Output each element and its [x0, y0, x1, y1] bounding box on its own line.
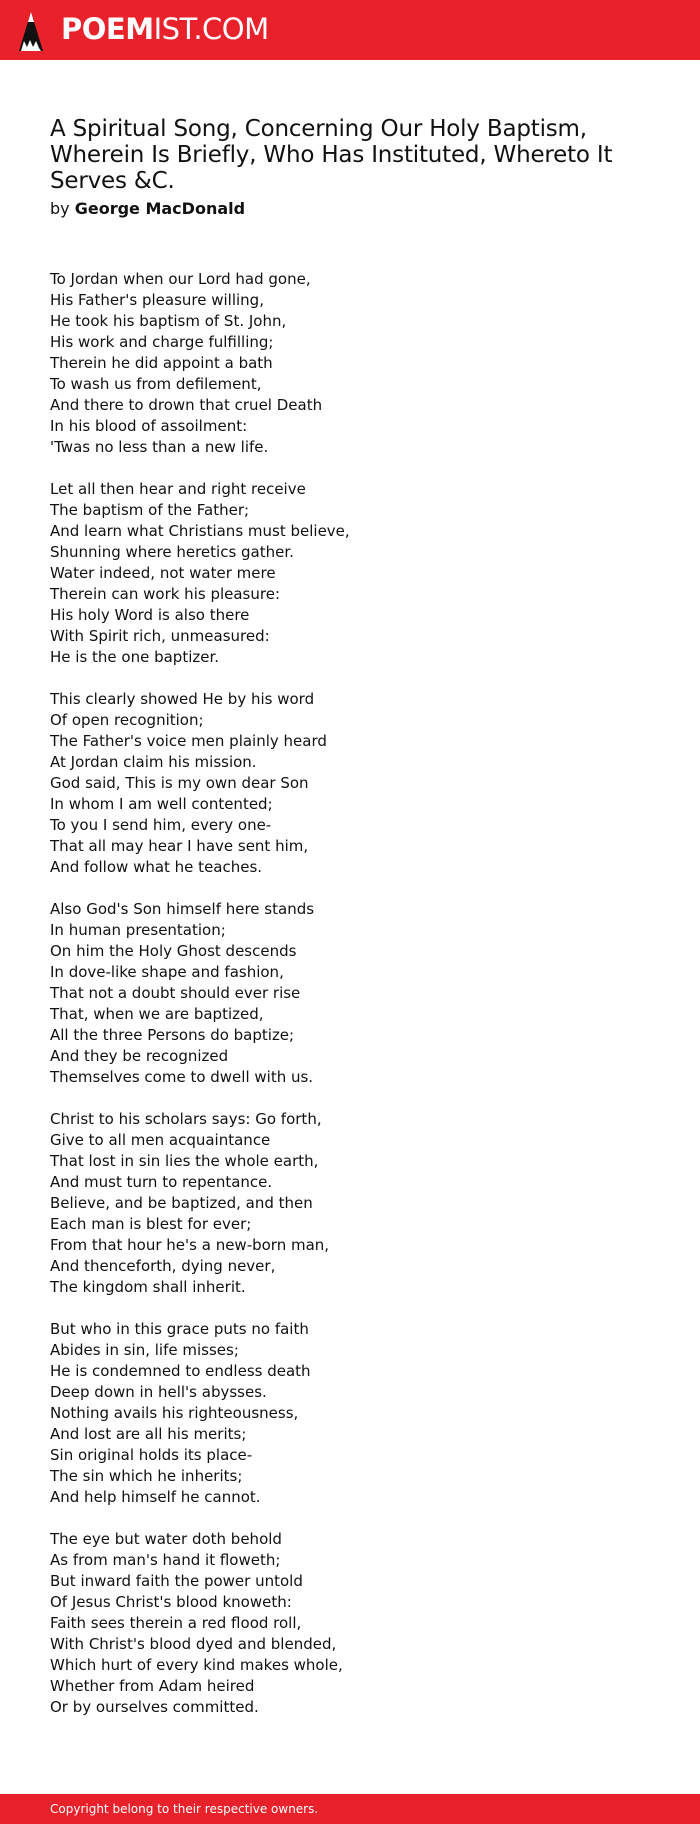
poem-line: With Spirit rich, unmeasured:: [50, 627, 270, 645]
site-logo-text[interactable]: [61, 12, 269, 46]
poem-line: The Father's voice men plainly heard: [50, 732, 327, 750]
site-footer: [0, 1794, 700, 1824]
poem-line: 'Twas no less than a new life.: [50, 438, 269, 456]
poem-line: God said, This is my own dear Son: [50, 774, 309, 792]
poem-line: Water indeed, not water mere: [50, 564, 276, 582]
poem-line: In whom I am well contented;: [50, 795, 273, 813]
poem-line: That all may hear I have sent him,: [50, 837, 309, 855]
poem-line: He is the one baptizer.: [50, 648, 220, 666]
poem-line: That lost in sin lies the whole earth,: [50, 1152, 319, 1170]
poem-line: Themselves come to dwell with us.: [50, 1068, 314, 1086]
poem-line: To wash us from defilement,: [50, 375, 262, 393]
poem-line: That, when we are baptized,: [50, 1005, 264, 1023]
poem-line: Nothing avails his righteousness,: [50, 1404, 299, 1422]
poem-line: And lost are all his merits;: [50, 1425, 247, 1443]
stanza: [50, 1109, 650, 1298]
poem-line: At Jordan claim his mission.: [50, 753, 257, 771]
stanza: [50, 1529, 650, 1718]
poem-line: His holy Word is also there: [50, 606, 250, 624]
poem-line: Or by ourselves committed.: [50, 1698, 259, 1716]
poem-line: And thenceforth, dying never,: [50, 1257, 276, 1275]
stanza: [50, 689, 650, 878]
poem-line: He is condemned to endless death: [50, 1362, 311, 1380]
poem-line: From that hour he's a new-born man,: [50, 1236, 330, 1254]
poem-line: Whether from Adam heired: [50, 1677, 255, 1695]
poem-line: Shunning where heretics gather.: [50, 543, 294, 561]
poem-line: Let all then hear and right receive: [50, 480, 306, 498]
poem-line: In his blood of assoilment:: [50, 417, 248, 435]
by-label: by: [50, 199, 70, 218]
poem-line: And they be recognized: [50, 1047, 229, 1065]
poem-line: The eye but water doth behold: [50, 1530, 282, 1548]
poem-line: With Christ's blood dyed and blended,: [50, 1635, 337, 1653]
poem-line: As from man's hand it floweth;: [50, 1551, 281, 1569]
poem-line: And must turn to repentance.: [50, 1173, 273, 1191]
poem-line: This clearly showed He by his word: [50, 690, 315, 708]
poem-line: And help himself he cannot.: [50, 1488, 261, 1506]
poem-line: Also God's Son himself here stands: [50, 900, 315, 918]
poem-line: And follow what he teaches.: [50, 858, 263, 876]
pencil-tip-icon[interactable]: [18, 11, 44, 53]
poem-line: In human presentation;: [50, 921, 226, 939]
poem-line: The sin which he inherits;: [50, 1467, 243, 1485]
poem-line: And learn what Christians must believe,: [50, 522, 350, 540]
poem-line: Abides in sin, life misses;: [50, 1341, 239, 1359]
stanza: [50, 479, 650, 668]
poem-line: Believe, and be baptized, and then: [50, 1194, 313, 1212]
poem-line: In dove-like shape and fashion,: [50, 963, 284, 981]
stanza: [50, 1319, 650, 1508]
poem-line: Each man is blest for ever;: [50, 1215, 252, 1233]
poem-line: Of open recognition;: [50, 711, 204, 729]
poem-header: [50, 116, 650, 220]
poem-line: On him the Holy Ghost descends: [50, 942, 297, 960]
poem-line: All the three Persons do baptize;: [50, 1026, 295, 1044]
stanza: [50, 269, 650, 458]
poem-line: To you I send him, every one-: [50, 816, 272, 834]
poem-line: Of Jesus Christ's blood knoweth:: [50, 1593, 292, 1611]
poem-line: Christ to his scholars says: Go forth,: [50, 1110, 322, 1128]
brand-bold: POEM: [61, 11, 154, 46]
poem-line: The baptism of the Father;: [50, 501, 250, 519]
stanza: [50, 899, 650, 1088]
poem-title: A Spiritual Song, Concerning Our Holy Baptism, Wherein Is Briefly, Who Has Instituted, Whereto It Serves &C.: [50, 116, 613, 194]
poem-line: But who in this grace puts no faith: [50, 1320, 309, 1338]
poem-line: Faith sees therein a red flood roll,: [50, 1614, 302, 1632]
poem-line: He took his baptism of St. John,: [50, 312, 287, 330]
poem-line: Deep down in hell's abysses.: [50, 1383, 267, 1401]
poem-line: That not a doubt should ever rise: [50, 984, 301, 1002]
poem-line: To Jordan when our Lord had gone,: [50, 270, 311, 288]
poem-line: Sin original holds its place-: [50, 1446, 253, 1464]
poem-body: [50, 269, 650, 1739]
poem-line: The kingdom shall inherit.: [50, 1278, 246, 1296]
poem-line: But inward faith the power untold: [50, 1572, 303, 1590]
site-header: [0, 0, 700, 60]
author-name[interactable]: George MacDonald: [74, 199, 246, 218]
poem-line: Give to all men acquaintance: [50, 1131, 271, 1149]
poem-line: Therein can work his pleasure:: [50, 585, 280, 603]
copyright-text: Copyright belong to their respective owners.: [50, 1802, 319, 1816]
poem-line: His work and charge fulfilling;: [50, 333, 274, 351]
poem-line: And there to drown that cruel Death: [50, 396, 323, 414]
poem-line: His Father's pleasure willing,: [50, 291, 264, 309]
brand-rest: IST.COM: [153, 11, 269, 46]
poem-line: Therein he did appoint a bath: [50, 354, 273, 372]
poem-line: Which hurt of every kind makes whole,: [50, 1656, 343, 1674]
byline: [50, 198, 650, 220]
